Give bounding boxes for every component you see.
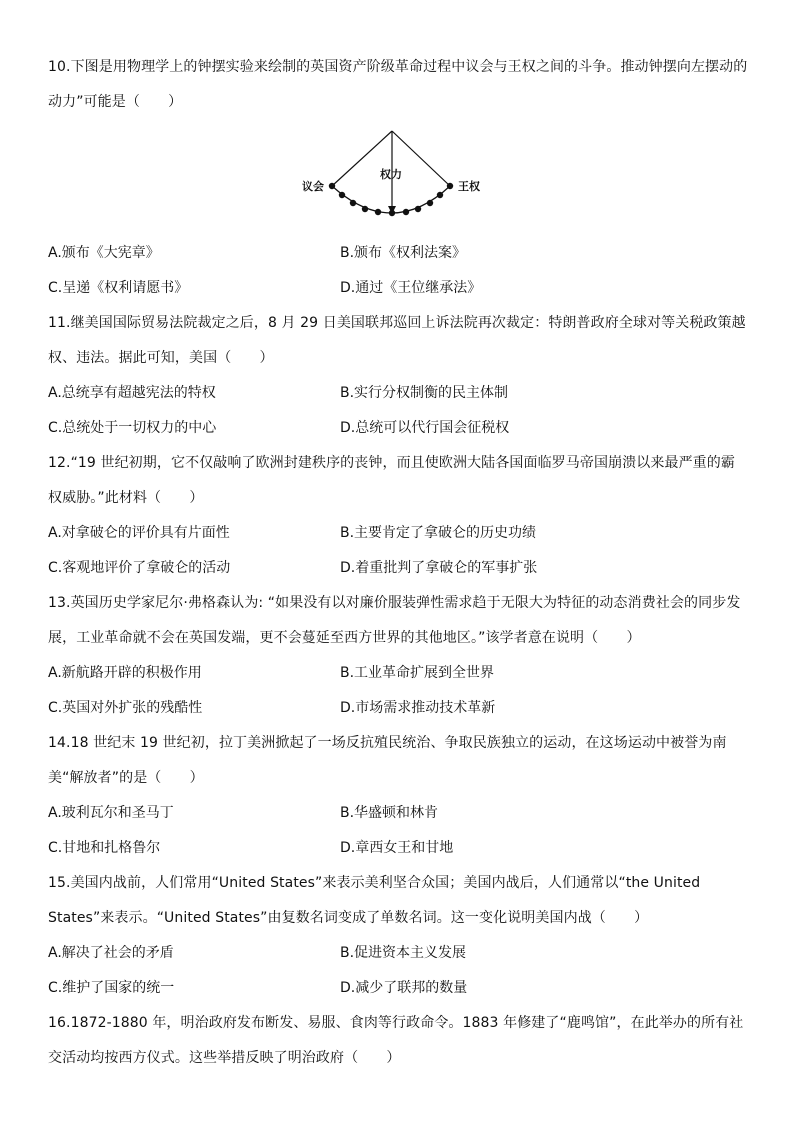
label-power: 权力 — [380, 168, 402, 181]
option-d[interactable]: D.着重批判了拿破仑的军事扩张 — [340, 560, 538, 576]
pendulum-figure — [290, 128, 500, 228]
option-row — [48, 271, 748, 306]
pendulum-dot — [415, 206, 421, 212]
pendulum-dot — [339, 192, 345, 198]
option-c[interactable]: C.呈递《权利请愿书》 — [48, 280, 189, 296]
option-row — [48, 691, 748, 726]
option-row — [48, 796, 748, 831]
question-14-stem: 14.18 世纪末 19 世纪初，拉丁美洲掀起了一场反抗殖民统治、争取民族独立的运动，在这场运动中被誉为南美“解放者”的是（ ） — [48, 735, 727, 786]
option-b[interactable]: B.颁布《权利法案》 — [340, 245, 467, 261]
pendulum-dot — [375, 209, 381, 215]
option-a[interactable]: A.颁布《大宪章》 — [48, 245, 160, 261]
question-13-options — [48, 656, 748, 726]
pendulum-dot — [362, 206, 368, 212]
option-c[interactable]: C.甘地和扎格鲁尔 — [48, 840, 161, 856]
option-b[interactable]: B.主要肯定了拿破仑的历史功绩 — [340, 525, 537, 541]
pendulum-dot — [447, 183, 453, 189]
option-c[interactable]: C.维护了国家的统一 — [48, 980, 175, 996]
option-d[interactable]: D.市场需求推动技术革新 — [340, 700, 496, 716]
question-14-options — [48, 796, 748, 866]
question-13-stem: 13.英国历史学家尼尔·弗格森认为: “如果没有以对廉价服装弹性需求趋于无限大为特征的动态消费社会的同步发展，工业革命就不会在英国发端，更不会蔓延至西方世界的其他地区。”该学者意在说明（ ） — [48, 595, 741, 646]
option-a[interactable]: A.解决了社会的矛盾 — [48, 945, 174, 961]
pendulum-dots — [329, 183, 453, 216]
option-d[interactable]: D.总统可以代行国会征税权 — [340, 420, 510, 436]
option-c[interactable]: C.客观地评价了拿破仑的活动 — [48, 560, 231, 576]
label-monarchy: 王权 — [458, 180, 480, 193]
option-row — [48, 656, 748, 691]
question-11-stem: 11.继美国国际贸易法院裁定之后，8 月 29 日美国联邦巡回上诉法院再次裁定：特朗普政府全球对等关税政策越权、违法。据此可知，美国（ ） — [48, 315, 746, 366]
option-b[interactable]: B.华盛顿和林肯 — [340, 805, 439, 821]
option-b[interactable]: B.促进资本主义发展 — [340, 945, 467, 961]
option-row — [48, 831, 748, 866]
option-c[interactable]: C.总统处于一切权力的中心 — [48, 420, 217, 436]
option-row — [48, 971, 748, 1006]
question-16-stem: 16.1872-1880 年，明治政府发布断发、易服、食肉等行政命令。1883 年修建了“鹿鸣馆”，在此举办的所有社交活动均按西方仪式。这些举措反映了明治政府（ ） — [48, 1015, 744, 1066]
question-10-options — [48, 236, 748, 306]
option-d[interactable]: D.减少了联邦的数量 — [340, 980, 468, 996]
option-row — [48, 236, 748, 271]
pendulum-dot — [329, 183, 335, 189]
question-15-stem: 15.美国内战前，人们常用“United States”来表示美利坚合众国；美国内战后，人们通常以“the United States”来表示。“United States”由复数名词变成了单数名词。这一变化说明美国内战（ ） — [48, 875, 701, 926]
pendulum-dot — [427, 200, 433, 206]
option-row — [48, 516, 748, 551]
question-12-options — [48, 516, 748, 586]
option-c[interactable]: C.英国对外扩张的残酷性 — [48, 700, 203, 716]
question-10-stem: 10.下图是用物理学上的钟摆实验来绘制的英国资产阶级革命过程中议会与王权之间的斗争。推动钟摆向左摆动的动力”可能是（ ） — [48, 59, 748, 110]
question-11-options — [48, 376, 748, 446]
option-b[interactable]: B.工业革命扩展到全世界 — [340, 665, 495, 681]
option-row — [48, 551, 748, 586]
option-row — [48, 936, 748, 971]
question-15-options — [48, 936, 748, 1006]
option-a[interactable]: A.对拿破仑的评价具有片面性 — [48, 525, 230, 541]
pendulum-dot — [350, 200, 356, 206]
option-row — [48, 376, 748, 411]
option-d[interactable]: D.通过《王位继承法》 — [340, 280, 482, 296]
question-12-stem: 12.“19 世纪初期，它不仅敲响了欧洲封建秩序的丧钟，而且使欧洲大陆各国面临罗马帝国崩溃以来最严重的霸权威胁。”此材料（ ） — [48, 455, 735, 506]
label-parliament: 议会 — [302, 180, 324, 193]
pendulum-dot — [403, 209, 409, 215]
option-b[interactable]: B.实行分权制衡的民主体制 — [340, 385, 509, 401]
option-a[interactable]: A.新航路开辟的积极作用 — [48, 665, 202, 681]
option-a[interactable]: A.玻利瓦尔和圣马丁 — [48, 805, 174, 821]
pendulum-dot — [437, 192, 443, 198]
pendulum-dot — [389, 210, 395, 216]
option-d[interactable]: D.章西女王和甘地 — [340, 840, 454, 856]
option-row — [48, 411, 748, 446]
option-a[interactable]: A.总统享有超越宪法的特权 — [48, 385, 216, 401]
